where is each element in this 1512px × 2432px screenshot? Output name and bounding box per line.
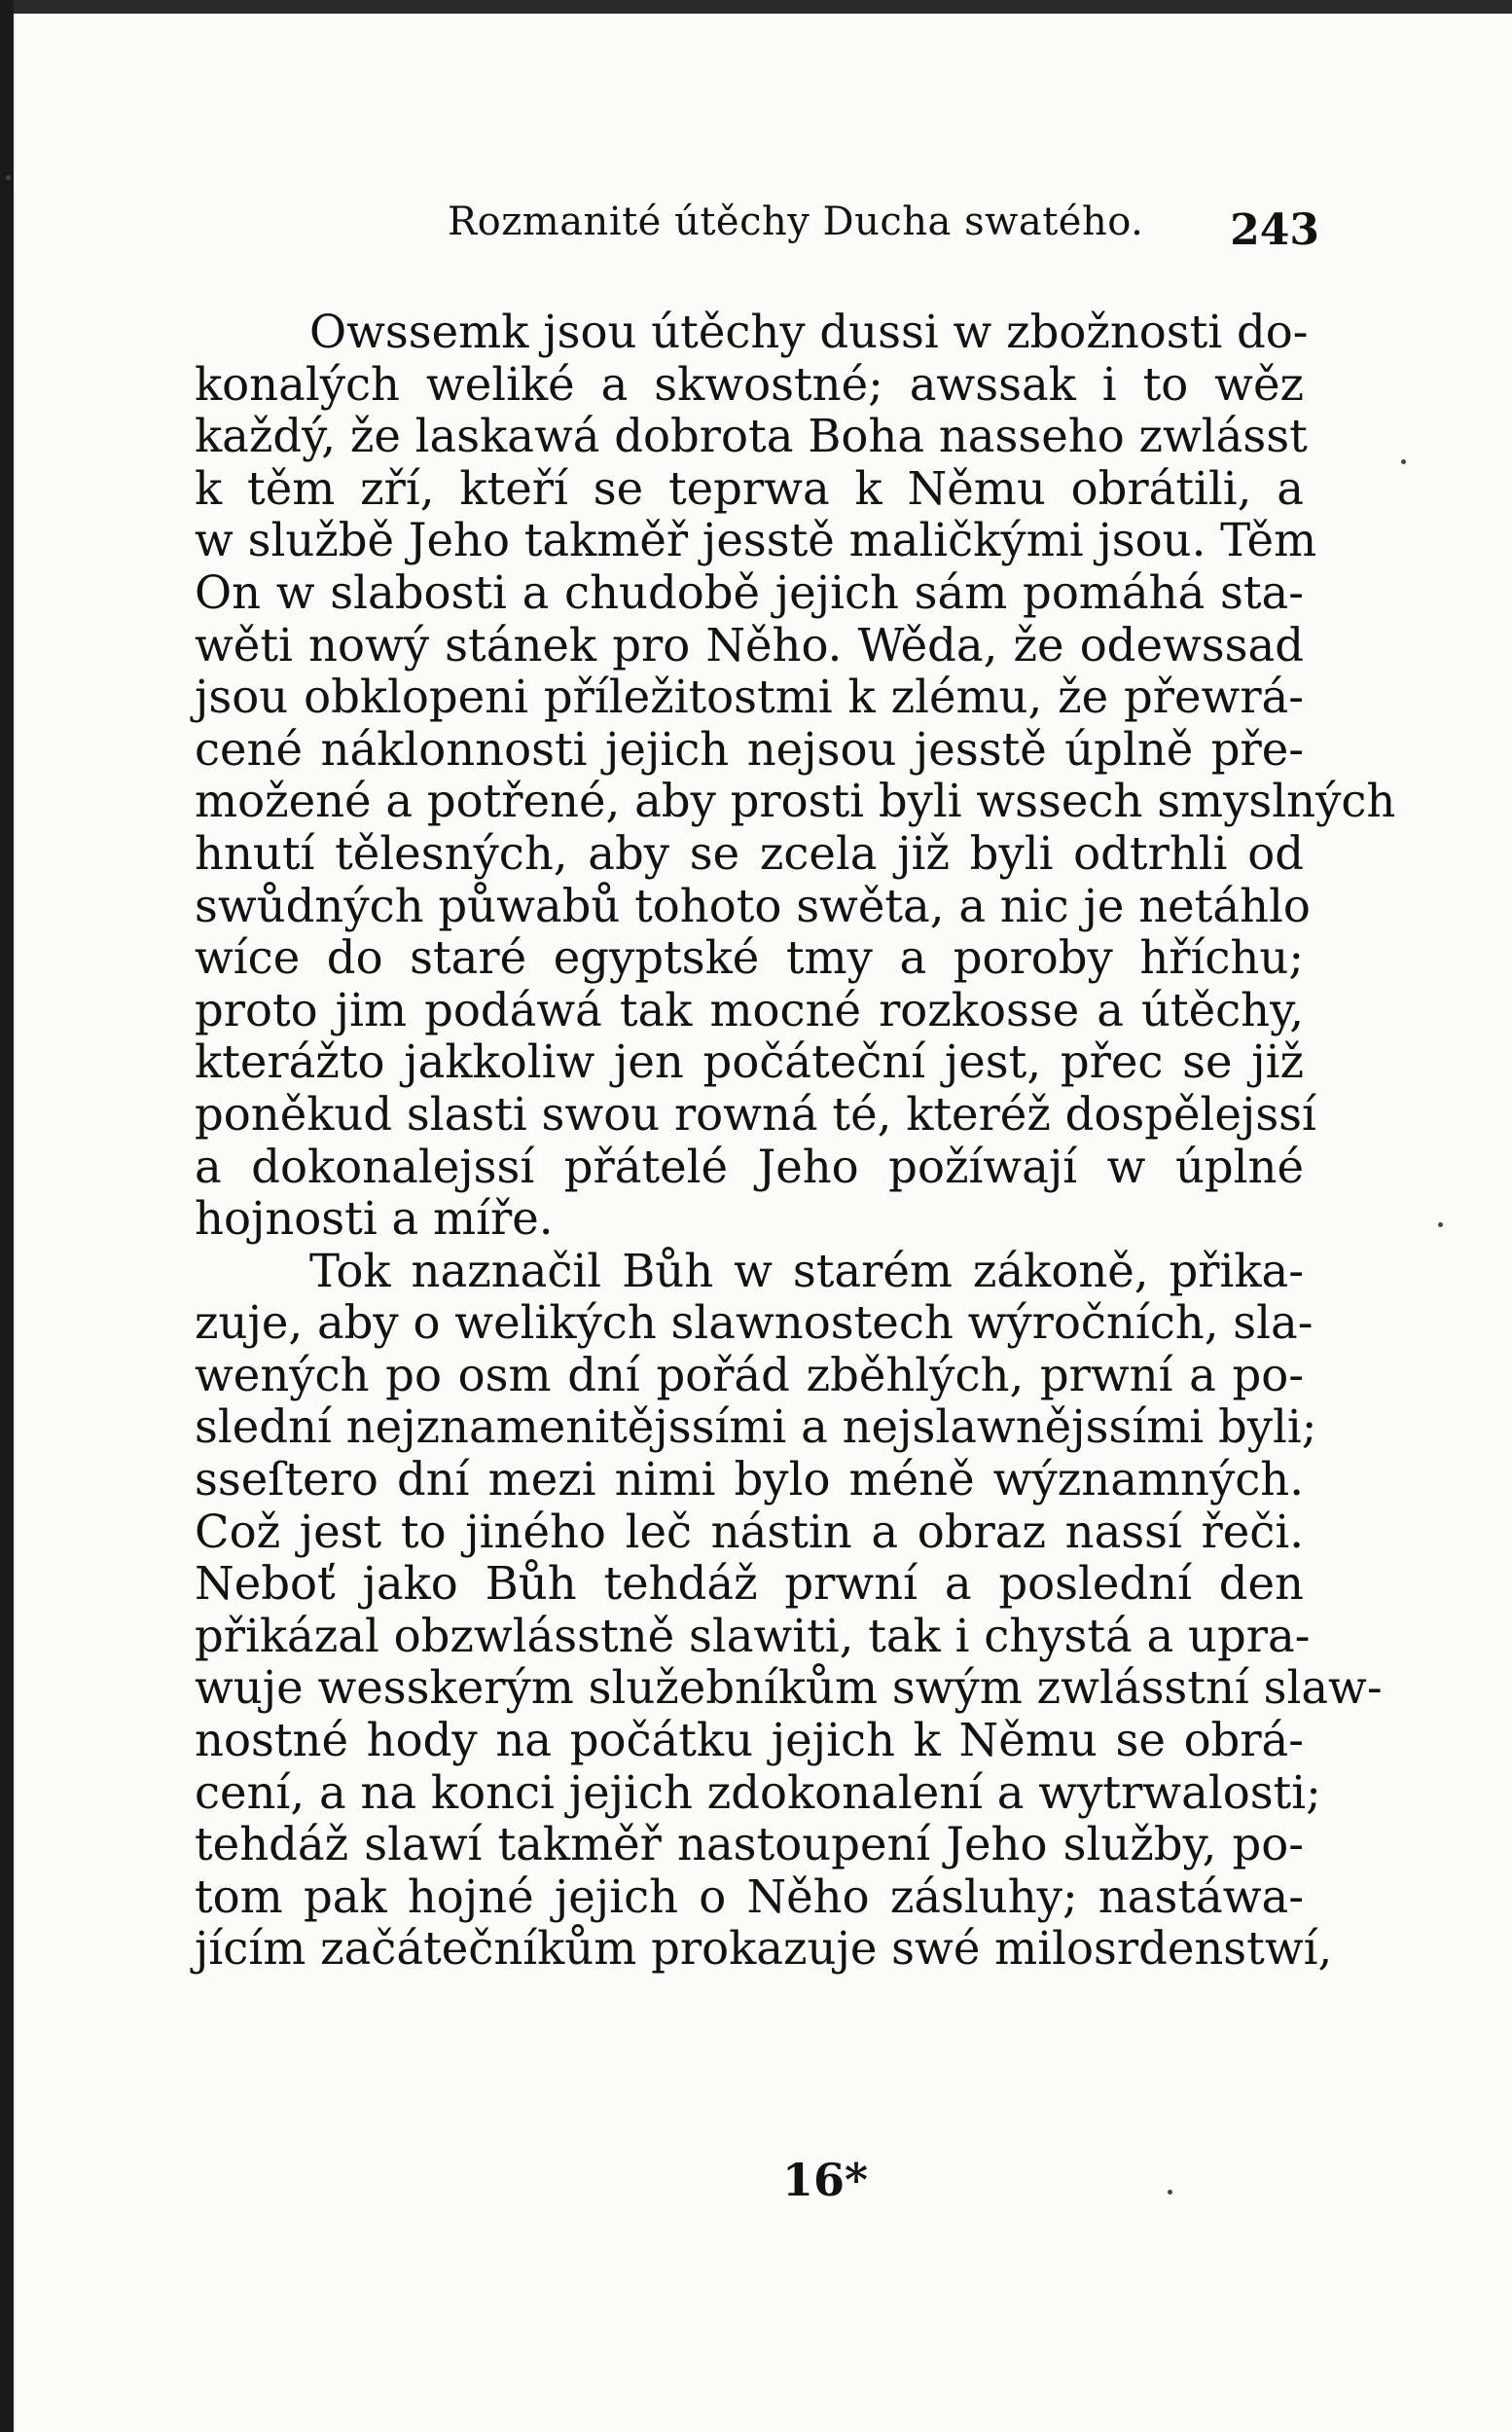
- page-number: 243: [1230, 205, 1319, 255]
- text-line: jícím začátečníkům prokazuje swé milosrdenstwí,: [195, 1922, 1333, 1976]
- running-head-title: Rozmanité útěchy Ducha swatého.: [448, 200, 1144, 244]
- text-line: cení, a na konci jejich zdokonalení a wytrwalosti;: [195, 1765, 1321, 1819]
- text-line: nostné hody na počátku jejich k Němu se obrá-: [195, 1714, 1304, 1767]
- scan-speck: [1401, 459, 1406, 464]
- text-line: proto jim podáwá tak mocné rozkosse a útěchy,: [195, 983, 1304, 1036]
- text-line: w službě Jeho takměř jesstě maličkými jsou. Těm: [195, 514, 1317, 567]
- text-line: možené a potřené, aby prosti byli wssech smyslných: [195, 775, 1396, 828]
- text-line: konalých weliké a skwostné; awssak i to wěz: [195, 357, 1304, 411]
- text-line: každý, že laskawá dobrota Boha nasseho zwlásst: [195, 410, 1308, 463]
- paragraph-1: [195, 306, 1396, 1246]
- text-line: hojnosti a míře.: [195, 1192, 554, 1246]
- text-line: On w slabosti a chudobě jejich sám pomáhá sta-: [195, 565, 1304, 619]
- text-line: přikázal obzwlásstně slawiti, tak i chystá a upra-: [195, 1609, 1311, 1662]
- body-text: [195, 306, 1396, 1976]
- text-line: hnutí tělesných, aby se zcela již byli odtrhli od: [195, 826, 1304, 880]
- text-line: wených po osm dní pořád zběhlých, prwní a po-: [195, 1348, 1304, 1401]
- text-line: tom pak hojné jejich o Něho zásluhy; nastáwa-: [195, 1869, 1304, 1923]
- scan-speck: [6, 175, 11, 180]
- text-line: sseſtero dní mezi nimi bylo méně wýznamných.: [195, 1453, 1304, 1506]
- scan-edge-left: [0, 0, 14, 2432]
- running-head: [195, 200, 1319, 268]
- text-line: wíce do staré egyptské tmy a poroby hříchu;: [195, 931, 1304, 985]
- signature-mark: 16*: [782, 2154, 869, 2206]
- scan-edge-top: [0, 0, 1512, 14]
- text-line: zuje, aby o welikých slawnostech wýročních, sla-: [195, 1296, 1314, 1350]
- text-line: a dokonalejssí přátelé Jeho požíwají w úplné: [195, 1140, 1304, 1193]
- book-page: [195, 200, 1396, 1976]
- scan-speck: [1168, 2190, 1172, 2195]
- text-line: cené náklonnosti jejich nejsou jesstě úplně pře-: [195, 722, 1304, 776]
- text-line: swůdných půwabů tohoto swěta, a nic je netáhlo: [195, 879, 1311, 932]
- text-line: Což jest to jiného leč nástin a obraz nassí řeči.: [195, 1505, 1304, 1558]
- text-line: jsou obklopeni příležitostmi k zlému, že přewrá-: [195, 671, 1304, 724]
- scan-speck: [1438, 1222, 1443, 1227]
- text-line: Owssemk jsou útěchy dussi w zbožnosti do-: [309, 306, 1309, 358]
- text-line: tehdáž slawí takměř nastoupení Jeho služby, po-: [195, 1818, 1304, 1871]
- text-line: Tok naznačil Bůh w starém zákoně, přika-: [309, 1244, 1304, 1297]
- text-line: Neboť jako Bůh tehdáž prwní a poslední den: [195, 1557, 1304, 1611]
- text-line: kterážto jakkoliw jen počáteční jest, přec se již: [195, 1035, 1304, 1089]
- text-line: wěti nowý stánek pro Něho. Wěda, že odewssad: [195, 618, 1304, 672]
- paragraph-2: [195, 1244, 1383, 1976]
- text-line: slední nejznamenitějssími a nejslawnějssími byli;: [195, 1400, 1317, 1454]
- text-line: poněkud slasti swou rowná té, kteréž dospělejssí: [195, 1087, 1316, 1141]
- text-line: wuje wesskerým služebníkům swým zwlásstní slaw-: [195, 1661, 1383, 1715]
- text-line: k těm zří, kteří se teprwa k Němu obrátili, a: [195, 461, 1304, 515]
